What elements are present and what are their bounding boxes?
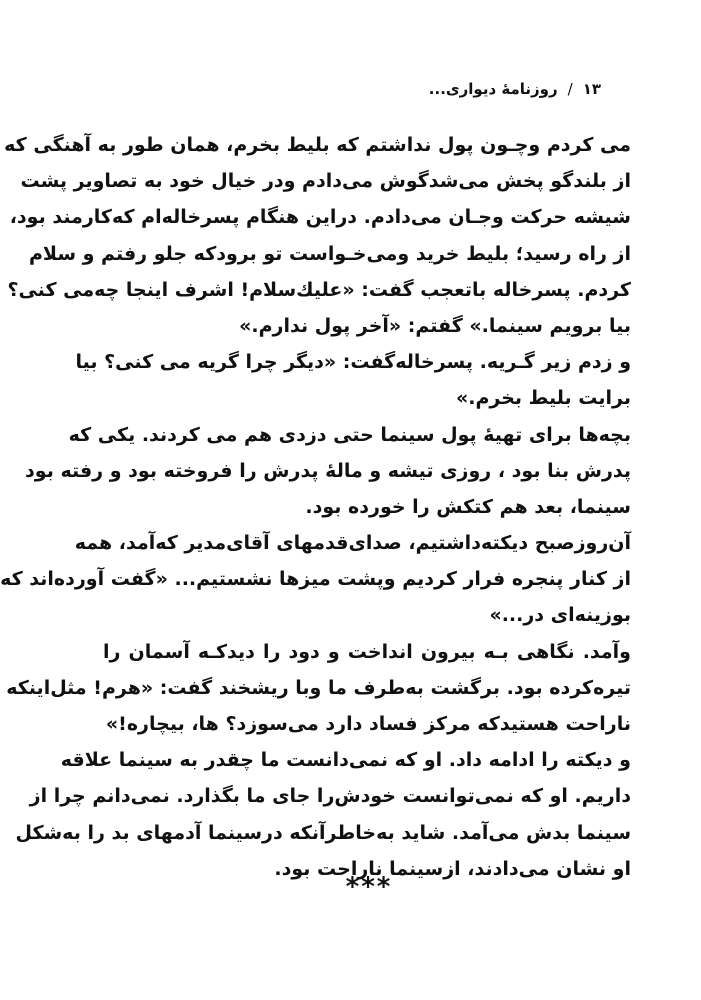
text-line: کردم. پسرخاله باتعجب گفت: «علیك‌سلام! اشرف اینجا چه‌می کنی؟: [7, 278, 631, 301]
text-line: ناراحت هستیدکه مرکز فساد دارد می‌سوزد؟ ها، بیچاره!»: [105, 713, 631, 735]
text-line: شیشه حرکت وجـان می‌دادم. دراین هنگام پسرخاله‌ام که‌کارمند بود،: [9, 206, 631, 229]
paragraph: [4, 127, 631, 344]
section-break-asterisks: ***: [345, 872, 393, 902]
text-line: آن‌روزصبح دیکته‌داشتیم، صدای‌قدمهای آقای‌مدیر که‌آمد، همه: [74, 532, 631, 555]
text-line: بچه‌ها برای تهیهٔ پول سینما حتی دزدی هم می کردند. یکی که: [68, 423, 631, 446]
text-line: داریم. او که نمی‌توانست خودش‌را جای ما بگذارد. نمی‌دانم چرا از: [29, 785, 631, 808]
text-line: و دیکته را ادامه داد. او که نمی‌دانست ما چقدر به سینما علاقه: [60, 749, 631, 772]
text-line: بیا برویم سینما.» گفتم: «آخر پول ندارم.»: [239, 314, 631, 337]
text-line: برایت بلیط بخرم.»: [456, 387, 631, 410]
header-separator: /: [567, 80, 573, 98]
text-line: تیره‌کرده بود. برگشت به‌طرف ما وبا ریشخند گفت: «هرم! مثل‌اینکه: [6, 676, 631, 699]
running-header: [429, 80, 601, 98]
text-line: بوزینه‌ای در...»: [489, 604, 631, 627]
text-line: سینما، بعد هم کتکش را خورده بود.: [305, 495, 631, 518]
paragraph: [75, 344, 631, 416]
paragraph: [15, 742, 631, 887]
paragraph: [6, 634, 631, 743]
text-line: سینما بدش می‌آمد. شاید به‌خاطرآنکه درسینما آدمهای بد را به‌شکل: [15, 821, 631, 844]
text-line: وآمد. نگاهی بـه بیرون انداخت و دود را دیدکـه آسمان را: [103, 640, 631, 663]
text-line: از کنار پنجره فرار کردیم وپشت میزها نشستیم... «گفت آورده‌اند که: [0, 568, 631, 591]
text-line: می کردم وچـون پول نداشتم که بلیط بخرم، همان طور به آهنگی که: [4, 134, 631, 156]
paragraph: [0, 525, 631, 634]
paragraph: [25, 417, 631, 526]
page-number: ۱۳: [582, 80, 601, 98]
text-line: او نشان می‌دادند، ازسینما ناراحت بود.: [274, 857, 631, 880]
text-line: پدرش بنا بود ، روزی تیشه و ماله‌ٔ پدرش را فروخته بود و رفته بود: [25, 459, 631, 482]
running-title: روزنامهٔ دیواری...: [428, 80, 558, 98]
text-line: از بلندگو پخش می‌شدگوش می‌دادم ودر خیال خود به تصاویر پشت: [20, 170, 631, 193]
text-line: و زدم زیر گـریه. پسرخاله‌گفت: «دیگر چرا گریه می کنی؟ بیا: [75, 351, 631, 374]
body-text: [0, 127, 631, 887]
text-line: از راه رسید؛ بلیط خرید ومی‌خـواست تو برودکه جلو رفتم و سلام: [28, 242, 631, 265]
